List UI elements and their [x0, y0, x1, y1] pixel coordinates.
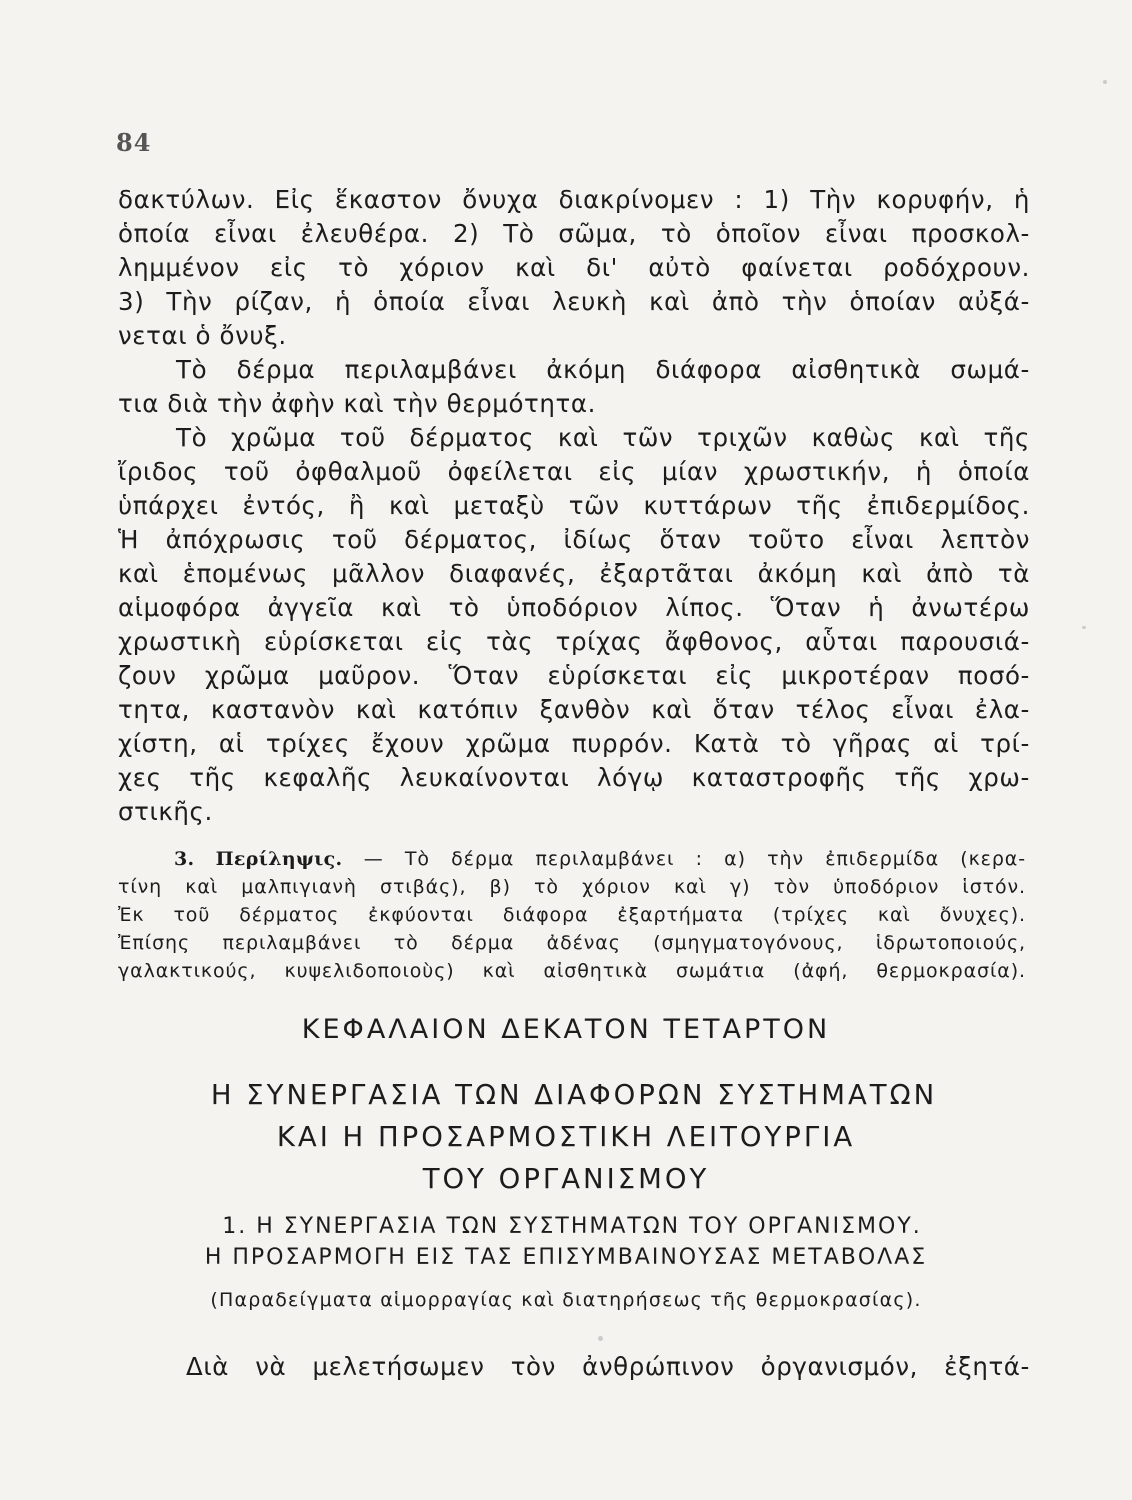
summary-line: Ἐκ τοῦ δέρματος ἐκφύονται διάφορα ἐξαρτήματα (τρίχες καὶ ὄνυχες). [118, 904, 1026, 926]
body-line: στικῆς. [118, 797, 213, 826]
body-line: δακτύλων. Εἰς ἕκαστον ὄνυχα διακρίνομεν : 1) Τὴν κορυφήν, ἡ [118, 185, 1030, 214]
summary-line: Ἐπίσης περιλαμβάνει τὸ δέρμα ἀδένας (σμηγματογόνους, ἱδρωτοποιούς, [118, 932, 1026, 954]
body-line: χίστη, αἱ τρίχες ἔχουν χρῶμα πυρρόν. Κατὰ τὸ γῆρας αἱ τρί- [118, 729, 1030, 758]
summary-heading: 3. Περίληψις. [174, 848, 343, 870]
body-line: νεται ὁ ὄνυξ. [118, 321, 287, 350]
print-speck [1103, 80, 1107, 84]
summary-line: τίνη καὶ μαλπιγιανὴ στιβάς), β) τὸ χόριον καὶ γ) τὸν ὑποδόριον ἱστόν. [118, 876, 1026, 898]
body-line: τητα, καστανὸν καὶ κατόπιν ξανθὸν καὶ ὅταν τέλος εἶναι ἐλα- [118, 695, 1030, 724]
body-line: Ἡ ἀπόχρωσις τοῦ δέρματος, ἰδίως ὅταν τοῦτο εἶναι λεπτὸν [118, 525, 1030, 554]
print-speck [1082, 626, 1086, 629]
body-line: Τὸ δέρμα περιλαμβάνει ἀκόμη διάφορα αἰσθητικὰ σωμά- [176, 355, 1030, 384]
summary-text: — Τὸ δέρμα περιλαμβάνει : α) τὴν ἐπιδερμίδα (κερα- [363, 848, 1026, 870]
body-line: χες τῆς κεφαλῆς λευκαίνονται λόγῳ καταστροφῆς τῆς χρω- [118, 763, 1030, 792]
body-line: χρωστικὴ εὑρίσκεται εἰς τὰς τρίχας ἄφθονος, αὗται παρουσιά- [118, 627, 1030, 656]
section-note: (Παραδείγματα αἱμορραγίας καὶ διατηρήσεως τῆς θερμοκρασίας). [210, 1289, 922, 1311]
body-line: ὑπάρχει ἐντός, ἢ καὶ μεταξὺ τῶν κυττάρων τῆς ἐπιδερμίδος. [118, 491, 1030, 520]
section-heading-line: Η ΠΡΟΣΑΡΜΟΓΗ ΕΙΣ ΤΑΣ ΕΠΙΣΥΜΒΑΙΝΟΥΣΑΣ ΜΕΤΑΒΟΛΑΣ [204, 1245, 928, 1270]
print-speck [598, 1336, 603, 1341]
body-line: τια διὰ τὴν ἀφὴν καὶ τὴν θερμότητα. [118, 389, 597, 418]
closing-line: Διὰ νὰ μελετήσωμεν τὸν ἀνθρώπινον ὀργανισμόν, ἐξητά- [186, 1352, 1030, 1381]
body-line: ὁποία εἶναι ἐλευθέρα. 2) Τὸ σῶμα, τὸ ὁποῖον εἶναι προσκολ- [118, 219, 1030, 248]
body-line: καὶ ἑπομένως μᾶλλον διαφανές, ἐξαρτᾶται ἀκόμη καὶ ἀπὸ τὰ [118, 559, 1030, 588]
section-heading-line: 1. Η ΣΥΝΕΡΓΑΣΙΑ ΤΩΝ ΣΥΣΤΗΜΑΤΩΝ ΤΟΥ ΟΡΓΑΝΙΣΜΟΥ. [222, 1214, 922, 1239]
chapter-heading: ΚΕΦΑΛΑΙΟΝ ΔΕΚΑΤΟΝ ΤΕΤΑΡΤΟΝ [301, 1014, 831, 1045]
summary-line [174, 845, 1026, 873]
chapter-title-line: Η ΣΥΝΕΡΓΑΣΙΑ ΤΩΝ ΔΙΑΦΟΡΩΝ ΣΥΣΤΗΜΑΤΩΝ [210, 1079, 938, 1111]
body-line: αἱμοφόρα ἀγγεῖα καὶ τὸ ὑποδόριον λίπος. Ὅταν ἡ ἀνωτέρω [118, 593, 1030, 622]
body-line: ζουν χρῶμα μαῦρον. Ὅταν εὑρίσκεται εἰς μικροτέραν ποσό- [118, 661, 1030, 690]
body-line: λημμένον εἰς τὸ χόριον καὶ δι' αὐτὸ φαίνεται ροδόχρουν. [118, 253, 1030, 282]
chapter-title-line: ΚΑΙ Η ΠΡΟΣΑΡΜΟΣΤΙΚΗ ΛΕΙΤΟΥΡΓΙΑ [276, 1121, 856, 1153]
page-number: 84 [116, 128, 152, 157]
body-line: 3) Τὴν ρίζαν, ἡ ὁποία εἶναι λευκὴ καὶ ἀπὸ τὴν ὁποίαν αὐξά- [118, 287, 1030, 316]
body-line: ἴριδος τοῦ ὀφθαλμοῦ ὀφείλεται εἰς μίαν χρωστικήν, ἡ ὁποία [118, 457, 1030, 486]
body-line: Τὸ χρῶμα τοῦ δέρματος καὶ τῶν τριχῶν καθὼς καὶ τῆς [176, 423, 1030, 452]
chapter-title-line: ΤΟΥ ΟΡΓΑΝΙΣΜΟΥ [422, 1163, 710, 1195]
summary-line: γαλακτικούς, κυψελιδοποιοὺς) καὶ αἰσθητικὰ σωμάτια (ἀφή, θερμοκρασία). [118, 960, 1026, 982]
